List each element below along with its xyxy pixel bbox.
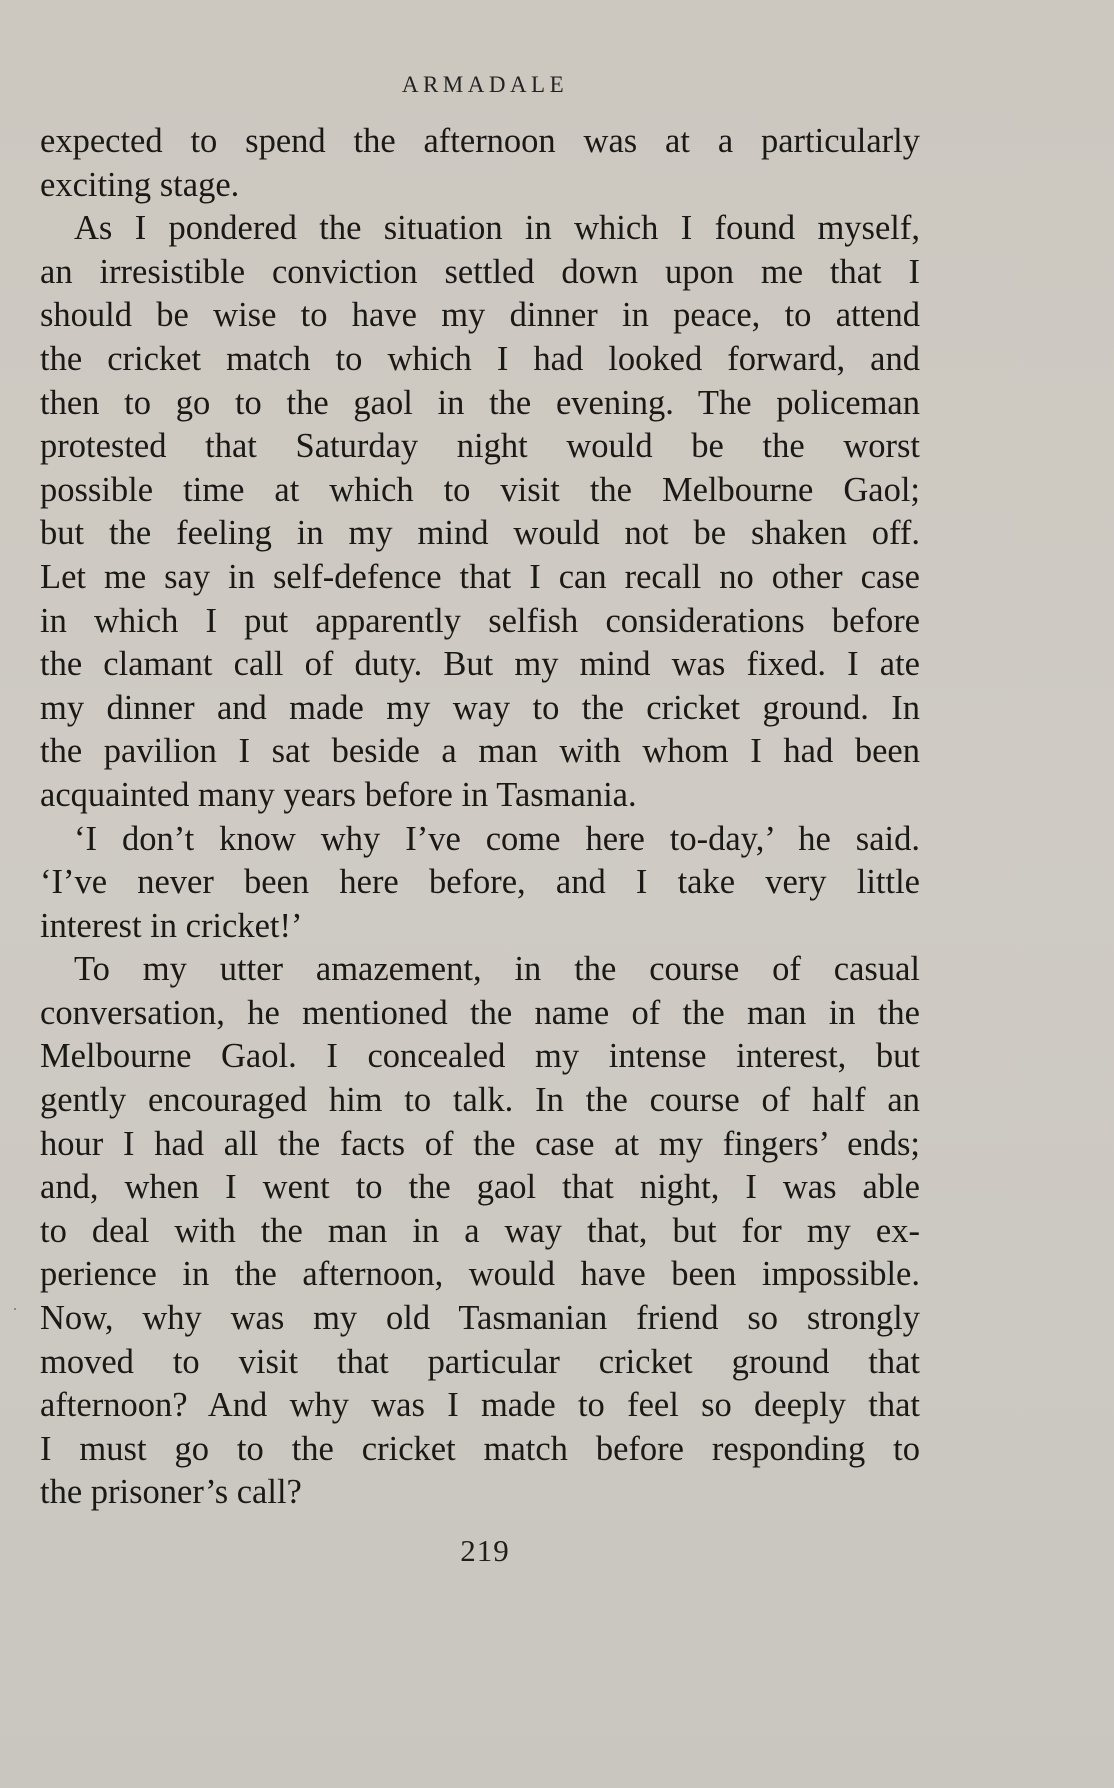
text-line: Let me say in self-defence that I can recall no other case xyxy=(40,557,920,596)
text-line: perience in the afternoon, would have been impossible. xyxy=(40,1255,920,1294)
text-line: the clamant call of duty. But my mind was fixed. I ate xyxy=(40,645,920,684)
text-line: Melbourne Gaol. I concealed my intense interest, but xyxy=(40,1037,920,1076)
body-text xyxy=(40,120,920,1515)
text-line: To my utter amazement, in the course of casual xyxy=(74,950,920,989)
page-number: 219 xyxy=(460,1533,510,1568)
text-line: expected to spend the afternoon was at a particularly xyxy=(40,122,920,160)
text-line: exciting stage. xyxy=(40,165,240,204)
text-line: protested that Saturday night would be the worst xyxy=(40,427,920,466)
text-line: then to go to the gaol in the evening. The policeman xyxy=(40,383,920,422)
text-line: acquainted many years before in Tasmania. xyxy=(40,775,637,814)
running-head: ARMADALE xyxy=(401,72,569,97)
text-line: and, when I went to the gaol that night, I was able xyxy=(40,1168,920,1207)
text-line: should be wise to have my dinner in peace, to attend xyxy=(40,296,920,335)
text-line: but the feeling in my mind would not be shaken off. xyxy=(40,514,920,553)
text-line: As I pondered the situation in which I found myself, xyxy=(74,209,920,248)
text-line: the pavilion I sat beside a man with whom I had been xyxy=(40,732,920,771)
text-line: gently encouraged him to talk. In the course of half an xyxy=(40,1081,920,1120)
text-line: Now, why was my old Tasmanian friend so strongly xyxy=(40,1299,920,1338)
text-line: possible time at which to visit the Melbourne Gaol; xyxy=(40,470,920,509)
text-line: the prisoner’s call? xyxy=(40,1473,302,1512)
text-line: an irresistible conviction settled down upon me that I xyxy=(40,252,920,291)
text-line: moved to visit that particular cricket ground that xyxy=(40,1342,920,1381)
text-line: ‘I don’t know why I’ve come here to-day,’ he said. xyxy=(74,819,920,858)
text-line: the cricket match to which I had looked forward, and xyxy=(40,339,920,378)
text-line: hour I had all the facts of the case at my fingers’ ends; xyxy=(40,1124,920,1163)
text-line: to deal with the man in a way that, but for my ex- xyxy=(40,1211,920,1250)
text-line: conversation, he mentioned the name of the man in the xyxy=(40,993,920,1032)
text-line: in which I put apparently selfish considerations before xyxy=(40,601,920,640)
text-line: ‘I’ve never been here before, and I take very little xyxy=(40,863,920,902)
paper-speck xyxy=(14,1308,16,1310)
text-line: interest in cricket!’ xyxy=(40,906,303,945)
text-line: afternoon? And why was I made to feel so deeply that xyxy=(40,1386,920,1425)
text-line: I must go to the cricket match before responding to xyxy=(40,1429,920,1468)
text-line: my dinner and made my way to the cricket ground. In xyxy=(40,688,920,727)
